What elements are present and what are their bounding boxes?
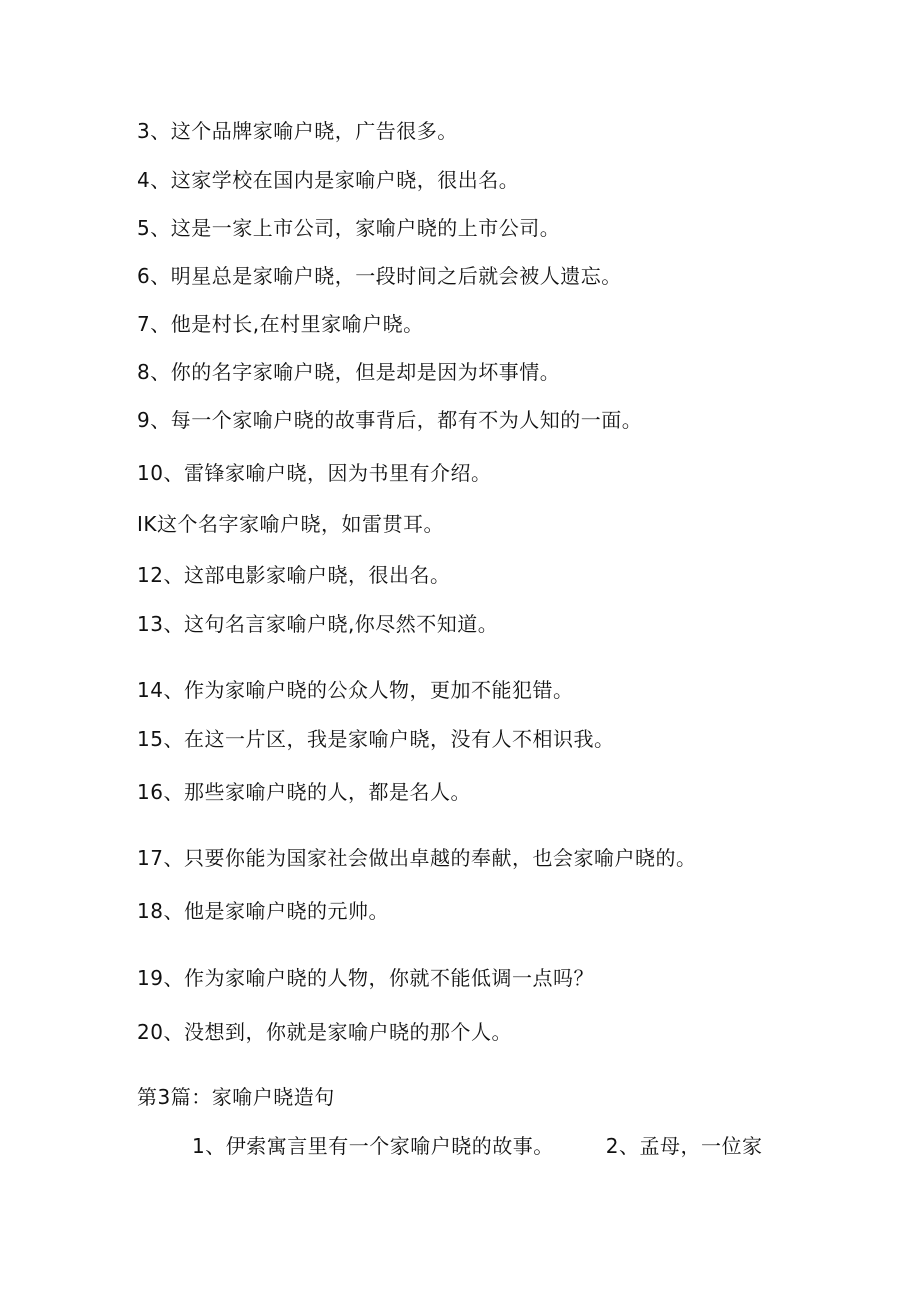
- sentence-line: IK这个名字家喻户晓，如雷贯耳。: [137, 512, 445, 536]
- sentence-line: 19、作为家喻户晓的人物，你就不能低调一点吗？: [137, 966, 594, 990]
- sentence-line: 4、这家学校在国内是家喻户晓，很出名。: [137, 168, 520, 192]
- final-line: [192, 1132, 762, 1160]
- final-line-part-2: 2、孟母，一位家: [605, 1134, 763, 1158]
- sentence-line: 18、他是家喻户晓的元帅。: [137, 899, 389, 923]
- sentence-line: 15、在这一片区，我是家喻户晓，没有人不相识我。: [137, 727, 615, 751]
- sentence-line: 14、作为家喻户晓的公众人物，更加不能犯错。: [137, 678, 574, 702]
- section-heading: 第3篇：家喻户晓造句: [137, 1085, 335, 1109]
- sentence-line: 10、雷锋家喻户晓，因为书里有介绍。: [137, 461, 492, 485]
- sentence-line: 3、这个品牌家喻户晓，广告很多。: [137, 119, 458, 143]
- sentence-line: 9、每一个家喻户晓的故事背后，都有不为人知的一面。: [137, 408, 643, 432]
- sentence-line: 16、那些家喻户晓的人，都是名人。: [137, 780, 471, 804]
- sentence-line: 12、这部电影家喻户晓，很出名。: [137, 563, 451, 587]
- sentence-line: 8、你的名字家喻户晓，但是却是因为坏事情。: [137, 360, 561, 384]
- sentence-line: 5、这是一家上市公司，家喻户晓的上市公司。: [137, 216, 561, 240]
- sentence-line: 20、没想到，你就是家喻户晓的那个人。: [137, 1020, 512, 1044]
- sentence-line: 13、这句名言家喻户晓,你尽然不知道。: [137, 612, 499, 636]
- sentence-line: 17、只要你能为国家社会做出卓越的奉献，也会家喻户晓的。: [137, 846, 697, 870]
- sentence-line: 6、明星总是家喻户晓，一段时间之后就会被人遗忘。: [137, 264, 622, 288]
- final-line-part-1: 1、伊索寓言里有一个家喻户晓的故事。: [192, 1134, 554, 1158]
- sentence-line: 7、他是村长,在村里家喻户晓。: [137, 312, 424, 336]
